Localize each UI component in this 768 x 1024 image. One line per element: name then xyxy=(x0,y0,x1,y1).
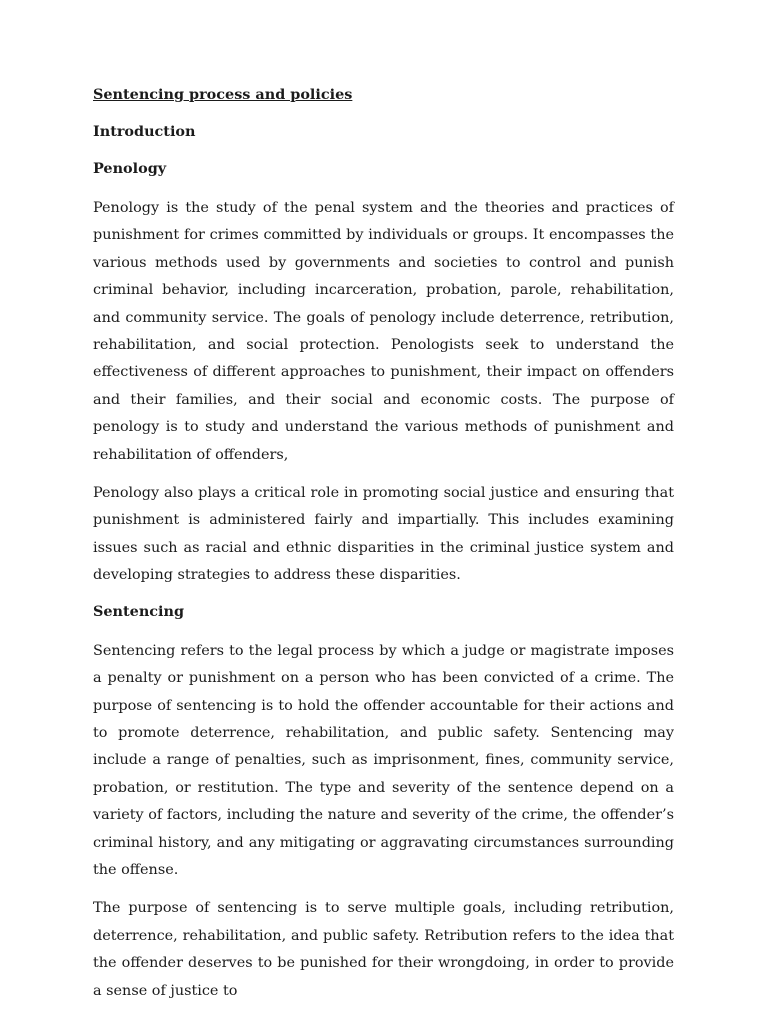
paragraph-penology-2: Penology also plays a critical role in promoting social justice and ensuring that punishment is administered fairly and impartially. This includes examining issues such as racial and ethnic disparities in the criminal justice system and developing strategies to address these disparities. xyxy=(93,485,674,584)
paragraph-penology-1: Penology is the study of the penal system and the theories and practices of punishment for crimes committed by individuals or groups. It encompasses the various methods used by governments and societies to control and punish criminal behavior, including incarceration, probation, parole, rehabilitation, and community service. The goals of penology include deterrence, retribution, rehabilitation, and social protection. Penologists seek to understand the effectiveness of different approaches to punishment, their impact on offenders and their families, and their social and economic costs. The purpose of penology is to study and understand the various methods of punishment and rehabilitation of offenders, xyxy=(93,200,674,463)
paragraph-sentencing-1: Sentencing refers to the legal process by which a judge or magistrate imposes a penalty or punishment on a person who has been convicted of a crime. The purpose of sentencing is to hold the offender accountable for their actions and to promote deterrence, rehabilitation, and public safety. Sentencing may include a range of penalties, such as imprisonment, fines, community service, probation, or restitution. The type and severity of the sentence depend on a variety of factors, including the nature and severity of the crime, the offender’s criminal history, and any mitigating or aggravating circumstances surrounding the offense. xyxy=(93,642,674,878)
document-body xyxy=(93,84,674,1016)
paragraph-sentencing-2: The purpose of sentencing is to serve multiple goals, including retribution, deterrence, rehabilitation, and public safety. Retribution refers to the idea that the offender deserves to be punished for their wrongdoing, in order to provide a sense of justice to xyxy=(93,900,674,999)
heading-penology: Penology xyxy=(93,160,167,177)
heading-introduction: Introduction xyxy=(93,123,196,140)
heading-sentencing: Sentencing xyxy=(93,602,185,620)
document-title: Sentencing process and policies xyxy=(93,86,353,103)
